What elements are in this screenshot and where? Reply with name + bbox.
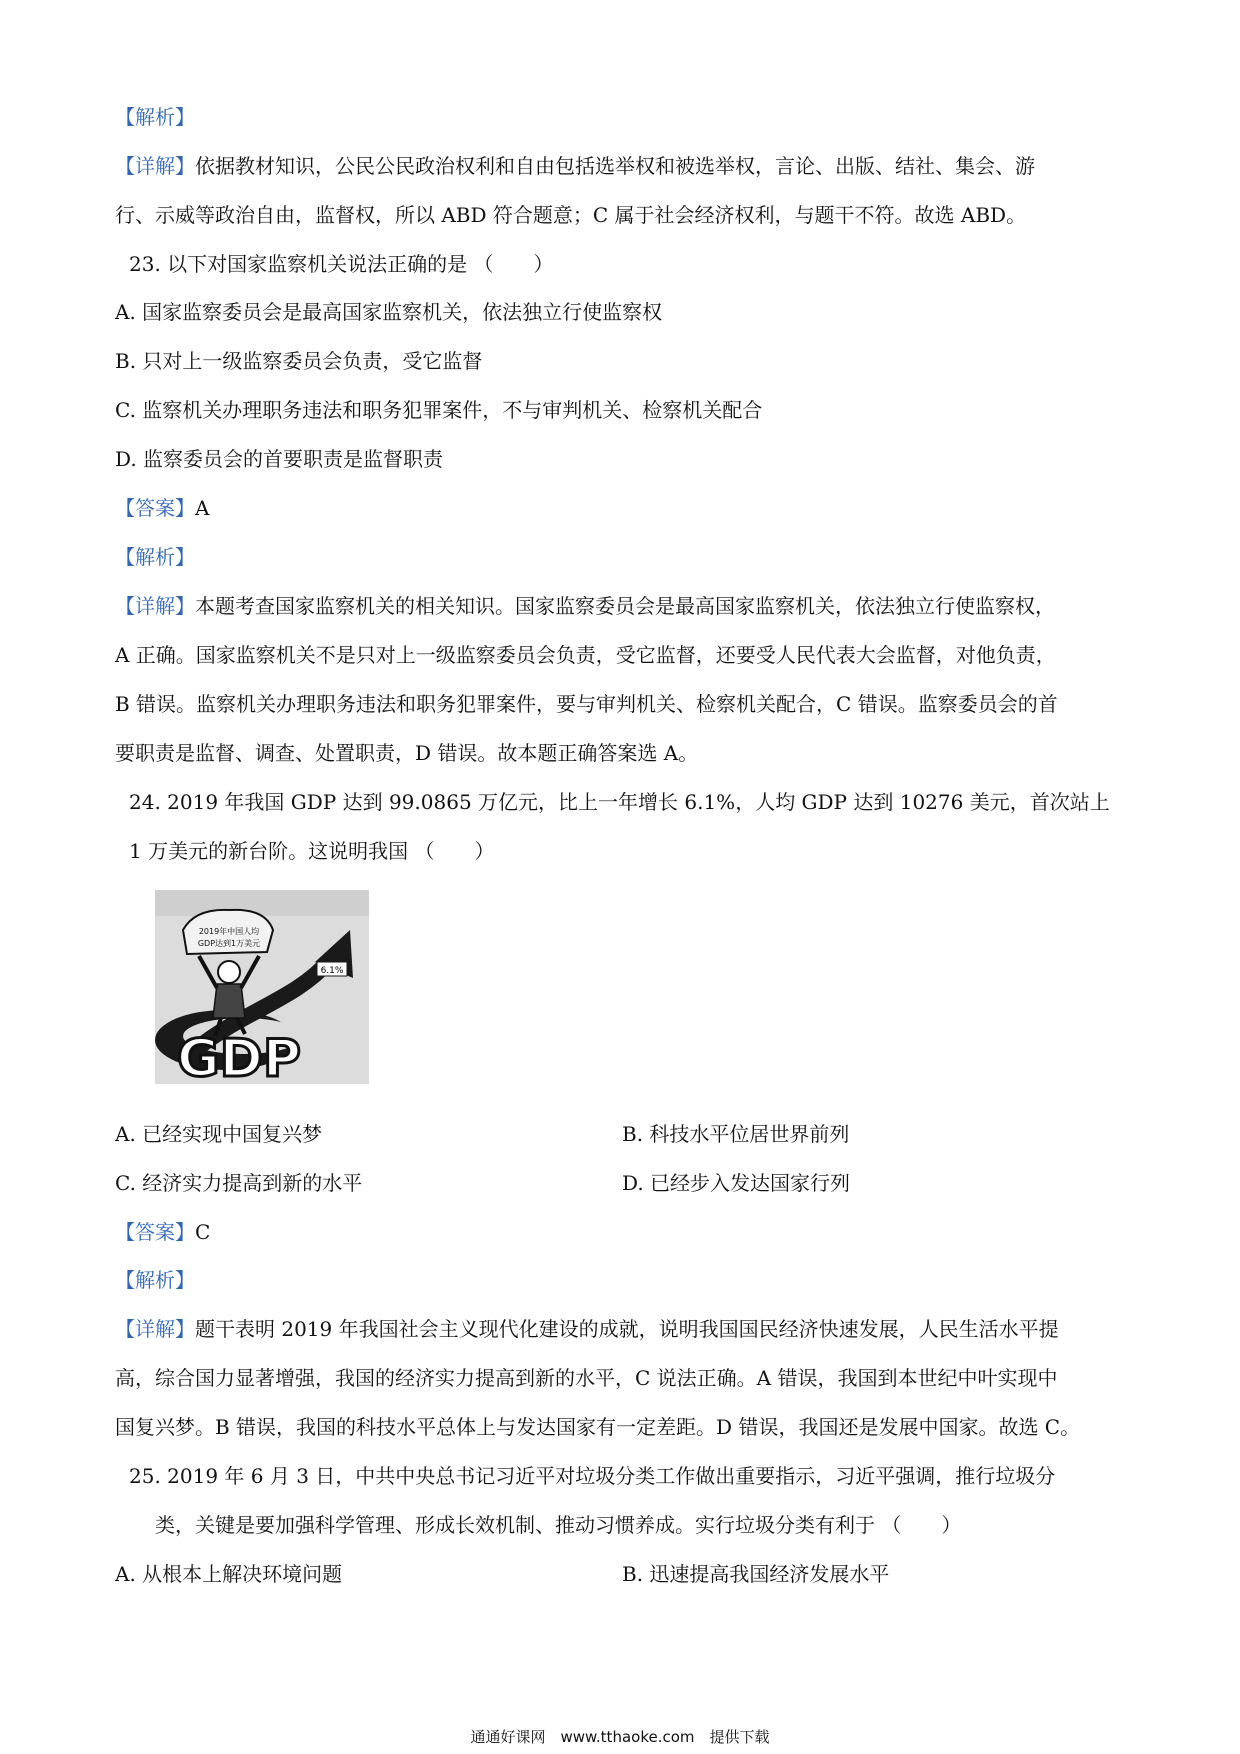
explanation-24-line-1 bbox=[115, 1315, 1059, 1343]
answer-value: C bbox=[195, 1220, 211, 1244]
xiangjie-label: 【详解】 bbox=[115, 154, 195, 178]
question-24-line-2: 1 万美元的新台阶。这说明我国 （ ） bbox=[129, 839, 495, 863]
daan-label: 【答案】 bbox=[115, 1220, 195, 1244]
explanation-22-line-2: 行、示威等政治自由，监督权，所以 ABD 符合题意；C 属于社会经济权利，与题干不符。故选 ABD。 bbox=[115, 203, 1027, 227]
explanation-text: 题干表明 2019 年我国社会主义现代化建设的成就，说明我国国民经济快速发展，人民生活水平提 bbox=[195, 1317, 1059, 1341]
question-23-option-b: B. 只对上一级监察委员会负责，受它监督 bbox=[115, 349, 483, 373]
jiexi-label: 【解析】 bbox=[115, 545, 195, 569]
question-23-stem: 23. 以下对国家监察机关说法正确的是 （ ） bbox=[129, 252, 554, 276]
daan-label: 【答案】 bbox=[115, 496, 195, 520]
bag-text-line-1: 2019年中国人均 bbox=[198, 927, 260, 936]
question-24-line-1: 24. 2019 年我国 GDP 达到 99.0865 万亿元，比上一年增长 6.1%，人均 GDP 达到 10276 美元，首次站上 bbox=[129, 790, 1110, 814]
question-25-option-a: A. 从根本上解决环境问题 bbox=[115, 1562, 343, 1586]
gdp-cartoon-illustration bbox=[155, 890, 369, 1084]
explanation-text: 本题考查国家监察机关的相关知识。国家监察委员会是最高国家监察机关，依法独立行使监察权， bbox=[195, 594, 1055, 618]
jiexi-label: 【解析】 bbox=[115, 105, 195, 129]
question-24-option-b: B. 科技水平位居世界前列 bbox=[622, 1122, 850, 1146]
xiangjie-label: 【详解】 bbox=[115, 594, 195, 618]
explanation-23-line-4: 要职责是监督、调查、处置职责，D 错误。故本题正确答案选 A。 bbox=[115, 741, 699, 765]
question-24-option-a: A. 已经实现中国复兴梦 bbox=[115, 1122, 323, 1146]
page-footer: 通通好课网 www.tthaoke.com 提供下载 bbox=[470, 1728, 770, 1746]
explanation-24-line-2: 高，综合国力显著增强，我国的经济实力提高到新的水平，C 说法正确。A 错误，我国到本世纪中叶实现中 bbox=[115, 1366, 1058, 1390]
question-25-option-b: B. 迅速提高我国经济发展水平 bbox=[622, 1562, 890, 1586]
jiexi-label: 【解析】 bbox=[115, 1268, 195, 1292]
answer-value: A bbox=[195, 496, 210, 520]
question-24-option-d: D. 已经步入发达国家行列 bbox=[622, 1171, 851, 1195]
explanation-24-line-3: 国复兴梦。B 错误，我国的科技水平总体上与发达国家有一定差距。D 错误，我国还是发展中国家。故选 C。 bbox=[115, 1415, 1081, 1439]
figure-body bbox=[213, 984, 245, 1018]
explanation-23-line-3: B 错误。监察机关办理职务违法和职务犯罪案件，要与审判机关、检察机关配合，C 错误。监察委员会的首 bbox=[115, 692, 1058, 716]
answer-24 bbox=[115, 1218, 210, 1246]
question-25-line-1: 25. 2019 年 6 月 3 日，中共中央总书记习近平对垃圾分类工作做出重要指示，习近平强调，推行垃圾分 bbox=[129, 1464, 1056, 1488]
gdp-cartoon-image bbox=[155, 890, 369, 1084]
question-23-option-d: D. 监察委员会的首要职责是监督职责 bbox=[115, 447, 444, 471]
figure-head bbox=[218, 961, 240, 983]
explanation-23-line-2: A 正确。国家监察机关不是只对上一级监察委员会负责，受它监督，还要受人民代表大会监督，对他负责， bbox=[115, 643, 1056, 667]
answer-23 bbox=[115, 494, 209, 522]
explanation-23-line-1 bbox=[115, 592, 1055, 620]
question-23-option-c: C. 监察机关办理职务违法和职务犯罪案件，不与审判机关、检察机关配合 bbox=[115, 398, 763, 422]
bag-text-line-2: GDP达到1万美元 bbox=[197, 939, 261, 948]
xiangjie-label: 【详解】 bbox=[115, 1317, 195, 1341]
question-24-option-c: C. 经济实力提高到新的水平 bbox=[115, 1171, 363, 1195]
question-23-option-a: A. 国家监察委员会是最高国家监察机关，依法独立行使监察权 bbox=[115, 300, 663, 324]
explanation-text: 依据教材知识，公民公民政治权利和自由包括选举权和被选举权，言论、出版、结社、集会、游 bbox=[195, 154, 1035, 178]
question-25-line-2: 类，关键是要加强科学管理、形成长效机制、推动习惯养成。实行垃圾分类有利于 （ ） bbox=[155, 1513, 962, 1537]
explanation-22-line-1 bbox=[115, 152, 1035, 180]
gdp-big-text: GDP bbox=[177, 1029, 301, 1084]
arrow-growth-label: 6.1% bbox=[320, 966, 344, 976]
